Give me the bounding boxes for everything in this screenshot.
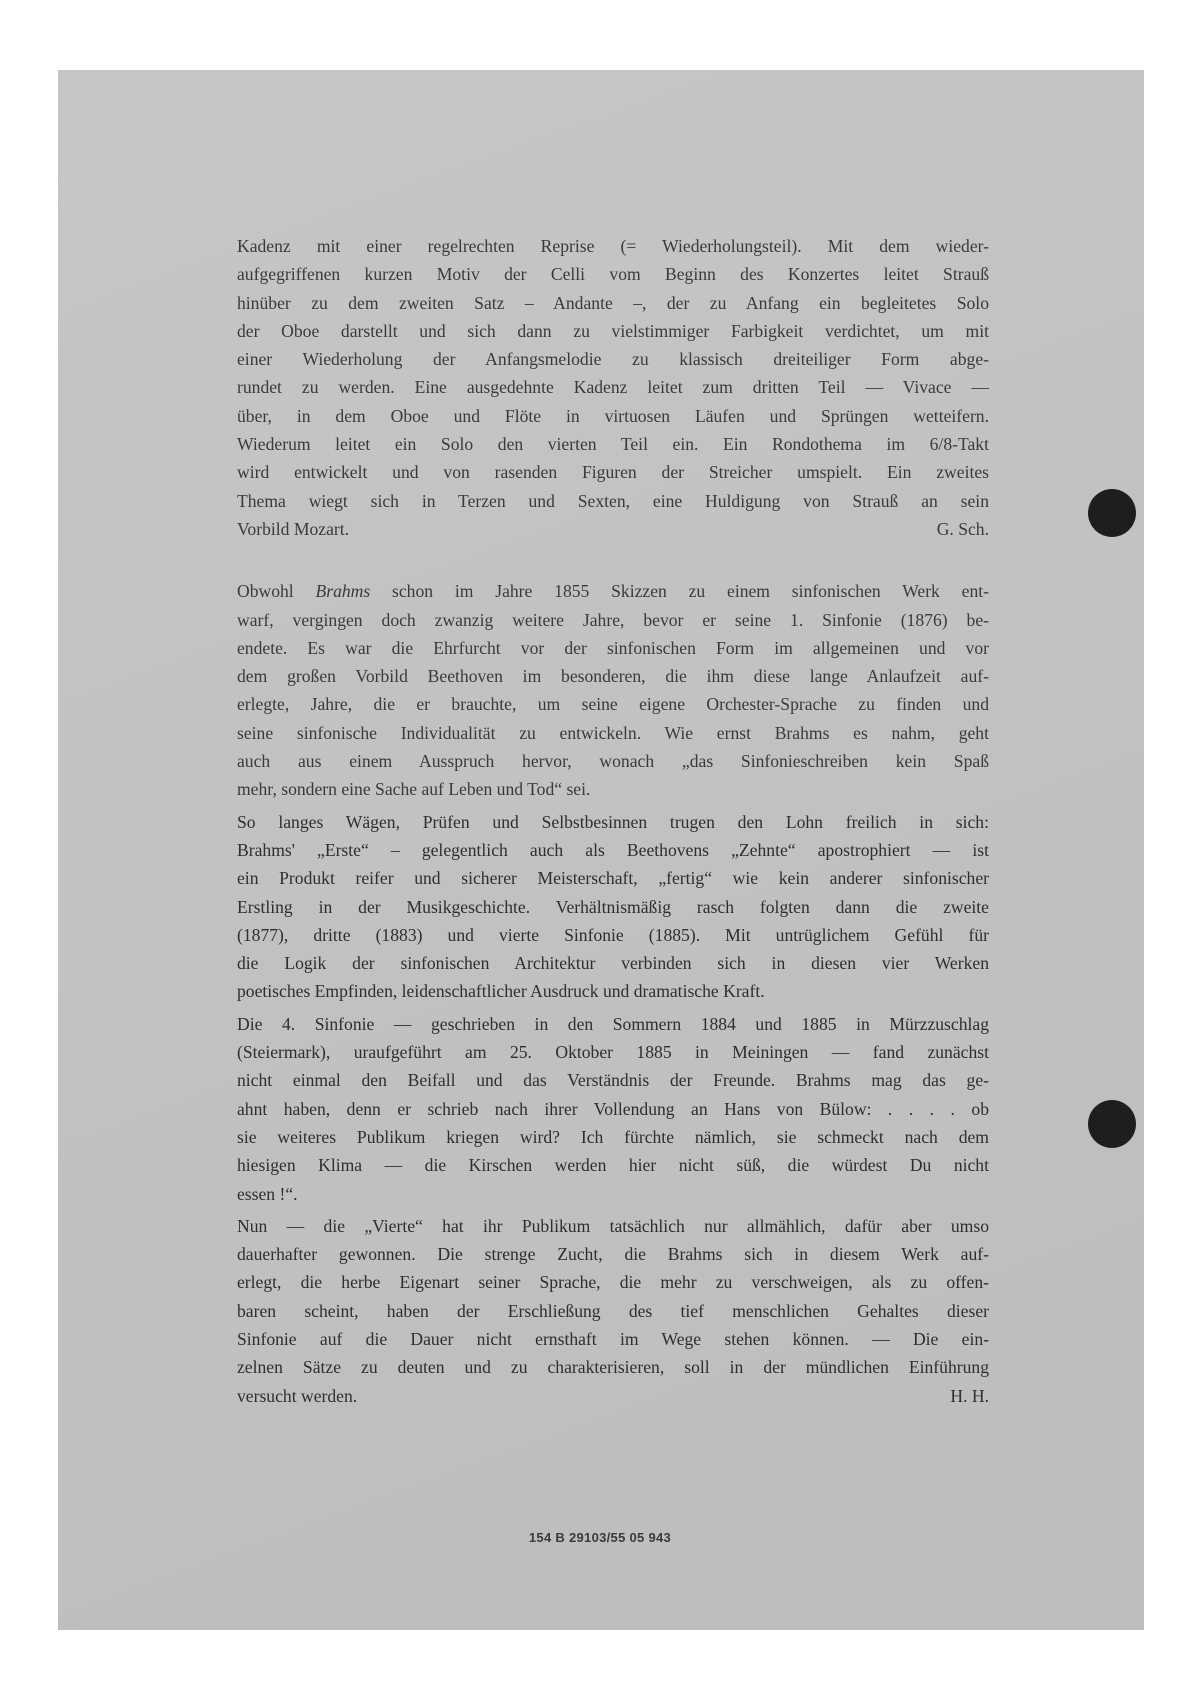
text-line-last: essen !“. (237, 1183, 298, 1204)
text-line: Kadenz mit einer regelrechten Reprise (= Wiederholungsteil). Mit dem wieder- (237, 236, 989, 256)
text-fragment: schon im Jahre 1855 Skizzen zu einem sinfonischen Werk ent- (370, 581, 989, 602)
punch-hole-top (1088, 489, 1136, 537)
punch-hole-bottom (1088, 1100, 1136, 1148)
text-line: erlegte, Jahre, die er brauchte, um seine eigene Orchester-Sprache zu finden und (237, 694, 989, 715)
text-line: ein Produkt reifer und sicherer Meisterschaft, „fertig“ wie kein anderer sinfonischer (237, 868, 989, 889)
text-line-end: Vorbild Mozart. (237, 518, 350, 539)
text-line: (Steiermark), uraufgeführt am 25. Oktober 1885 in Meiningen — fand zunächst (237, 1042, 989, 1063)
paragraph-fourth-symphony (237, 1010, 989, 1208)
text-line: Wiederum leitet ein Solo den vierten Teil ein. Ein Rondothema im 6/8-Takt (237, 434, 989, 455)
text-line: erlegt, die herbe Eigenart seiner Sprache, die mehr zu verschweigen, als zu offen- (237, 1272, 989, 1293)
composer-name: Brahms (315, 581, 371, 602)
paragraph-reception (237, 1212, 989, 1410)
text-line: Erstling in der Musikgeschichte. Verhältnismäßig rasch folgten dann die zweite (237, 896, 989, 917)
text-line: dem großen Vorbild Beethoven im besonderen, die ihm diese lange Anlaufzeit auf- (237, 666, 989, 687)
text-line: einer Wiederholung der Anfangsmelodie zu klassisch dreiteiliger Form abge- (237, 349, 989, 370)
text-line: warf, vergingen doch zwanzig weitere Jahre, bevor er seine 1. Sinfonie (1876) be- (237, 609, 989, 630)
text-line: Brahms' „Erste“ – gelegentlich auch als Beethovens „Zehnte“ apostrophiert — ist (237, 839, 989, 860)
text-fragment: Obwohl (237, 581, 316, 602)
text-line: Sinfonie auf die Dauer nicht ernsthaft im Wege stehen können. — Die ein- (237, 1328, 989, 1349)
text-line: nicht einmal den Beifall und das Verständnis der Freunde. Brahms mag das ge- (237, 1070, 989, 1091)
text-line: hinüber zu dem zweiten Satz – Andante –, der zu Anfang ein begleitetes Solo (237, 292, 989, 313)
text-line-last: mehr, sondern eine Sache auf Leben und Tod“ sei. (237, 779, 591, 800)
text-line-last (237, 515, 989, 543)
text-line: ahnt haben, denn er schrieb nach ihrer Vollendung an Hans von Bülow: . . . . ob (237, 1098, 989, 1119)
text-line-last: poetisches Empfinden, leidenschaftlicher Ausdruck und dramatische Kraft. (237, 981, 765, 1002)
text-line: zelnen Sätze zu deuten und zu charakterisieren, soll in der mündlichen Einführung (237, 1357, 989, 1378)
text-line-last (237, 1382, 989, 1410)
text-line: über, in dem Oboe und Flöte in virtuosen Läufen und Sprüngen wetteifern. (237, 405, 989, 426)
text-line: aufgegriffenen kurzen Motiv der Celli vom Beginn des Konzertes leitet Strauß (237, 264, 989, 285)
author-signature: G. Sch. (936, 518, 989, 539)
text-line: dauerhafter gewonnen. Die strenge Zucht, die Brahms sich in diesem Werk auf- (237, 1244, 989, 1265)
paragraph-strauss (237, 232, 989, 543)
text-line: Thema wiegt sich in Terzen und Sexten, eine Huldigung von Strauß an sein (237, 490, 989, 511)
author-signature: H. H. (950, 1385, 989, 1406)
text-line: So langes Wägen, Prüfen und Selbstbesinnen trugen den Lohn freilich in sich: (237, 811, 989, 832)
paragraph-brahms-intro (237, 577, 989, 803)
text-line: hiesigen Klima — die Kirschen werden hier nicht süß, die würdest Du nicht (237, 1155, 989, 1176)
text-line: Die 4. Sinfonie — geschrieben in den Sommern 1884 und 1885 in Mürzzuschlag (237, 1013, 989, 1034)
text-line: endete. Es war die Ehrfurcht vor der sinfonischen Form im allgemeinen und vor (237, 637, 989, 658)
text-line: seine sinfonische Individualität zu entwickeln. Wie ernst Brahms es nahm, geht (237, 722, 989, 743)
text-line: baren scheint, haben der Erschließung des tief menschlichen Gehaltes dieser (237, 1300, 989, 1321)
text-line (237, 577, 989, 605)
text-line: die Logik der sinfonischen Architektur verbinden sich in diesen vier Werken (237, 953, 989, 974)
text-line: der Oboe darstellt und sich dann zu vielstimmiger Farbigkeit verdichtet, um mit (237, 320, 989, 341)
text-line: auch aus einem Ausspruch hervor, wonach „das Sinfonieschreiben kein Spaß (237, 751, 989, 772)
text-column (237, 232, 989, 1410)
text-line-end: versucht werden. (237, 1385, 358, 1406)
text-line: wird entwickelt und von rasenden Figuren der Streicher umspielt. Ein zweites (237, 462, 989, 483)
text-line: (1877), dritte (1883) und vierte Sinfonie (1885). Mit untrüglichem Gefühl für (237, 924, 989, 945)
print-code: 154 B 29103/55 05 943 (528, 1530, 672, 1545)
text-line: sie weiteres Publikum kriegen wird? Ich fürchte nämlich, sie schmeckt nach dem (237, 1126, 989, 1147)
text-line: rundet zu werden. Eine ausgedehnte Kadenz leitet zum dritten Teil — Vivace — (237, 377, 989, 398)
paragraph-brahms-symphonies (237, 808, 989, 1006)
text-line: Nun — die „Vierte“ hat ihr Publikum tatsächlich nur allmählich, dafür aber umso (237, 1215, 989, 1236)
